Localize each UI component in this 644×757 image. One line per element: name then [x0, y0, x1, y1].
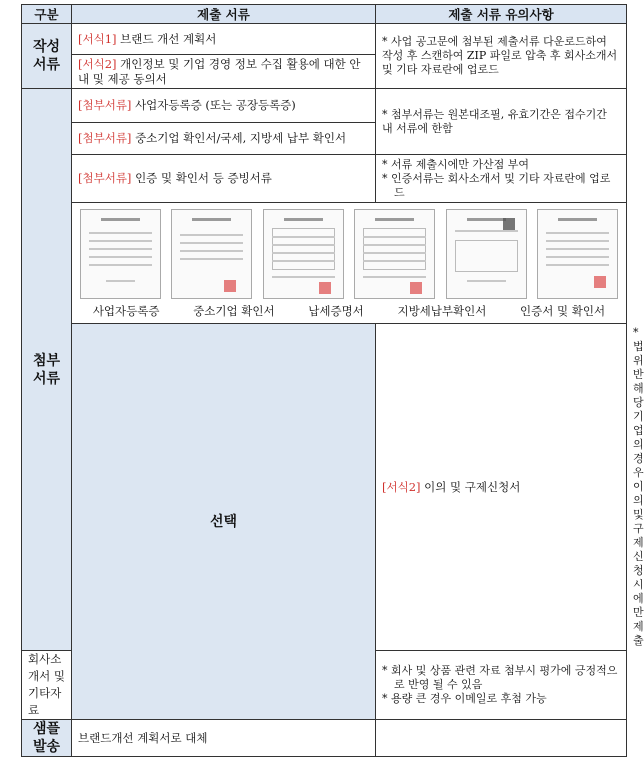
caption: 인증서 및 확인서	[520, 304, 606, 318]
doc-tag: [첨부서류]	[78, 131, 132, 145]
note-text: * 첨부서류는 원본대조필, 유효기간은 접수기간 내 서류에 한함	[382, 107, 607, 135]
category-write: 작성 서류	[22, 24, 72, 89]
caption: 사업자등록증	[92, 304, 160, 318]
note-text: * 법위반 해당기업의 경우 이의 및 구제 신청시에만 제출	[633, 326, 644, 647]
doc-text: 개인정보 및 기업 경영 정보 수집 활용에 대한 안내 및 제공 동의서	[78, 56, 361, 86]
caption: 지방세납부확인서	[397, 304, 487, 318]
note-write	[376, 24, 627, 89]
doc-objection	[376, 324, 627, 651]
doc-tag: [서식2]	[78, 56, 117, 71]
doc-tag: [첨부서류]	[78, 171, 132, 185]
note-attach-1	[376, 89, 627, 155]
doc-tag: [첨부서류]	[78, 98, 132, 112]
table-row	[22, 89, 627, 123]
table-header-row	[22, 5, 627, 24]
doc-text: 브랜드 개선 계획서	[116, 31, 217, 46]
tax-certificate-image	[263, 209, 344, 299]
doc-sme-certificate	[72, 123, 376, 155]
note-text: * 회사 및 상품 관련 자료 첨부시 평가에 긍정적으로 반영 될 수 있음	[382, 664, 618, 691]
doc-tag: [서식1]	[78, 31, 117, 46]
category-optional: 선택	[72, 324, 376, 720]
doc-text: 회사소개서 및 기타자료	[28, 652, 65, 717]
document-thumbnails	[72, 203, 626, 301]
header-category: 구분	[22, 5, 72, 24]
caption: 중소기업 확인서	[193, 304, 275, 318]
note-text: * 용량 큰 경우 이메일로 후첨 가능	[382, 692, 547, 705]
caption: 납세증명서	[308, 304, 364, 318]
table-row	[22, 324, 627, 651]
note-sample	[376, 720, 627, 757]
doc-text: 인증 및 확인서 등 증빙서류	[131, 171, 272, 185]
doc-text: 이의 및 구제신청서	[420, 479, 521, 494]
table-row	[22, 155, 627, 203]
certificate-image-2	[537, 209, 618, 299]
doc-sample	[72, 720, 376, 757]
table-row	[22, 203, 627, 324]
certificate-image-1	[446, 209, 527, 299]
doc-text: 브랜드개선 계획서로 대체	[78, 730, 208, 745]
doc-company-intro	[22, 651, 72, 720]
doc-business-registration	[72, 89, 376, 123]
note-text: * 사업 공고문에 첨부된 제출서류 다운로드하여 작성 후 스캔하여 ZIP 파일로 압축 후 회사소개서 및 기타 자료란에 업로드	[382, 35, 618, 76]
header-notes: 제출 서류 유의사항	[376, 5, 627, 24]
header-documents: 제출 서류	[72, 5, 376, 24]
sme-certificate-image	[171, 209, 252, 299]
local-tax-certificate-image	[354, 209, 435, 299]
document-samples	[72, 203, 627, 324]
submission-documents-table	[21, 4, 644, 757]
doc-text: 사업자등록증 (또는 공장등록증)	[131, 98, 296, 112]
note-attach-2	[376, 155, 627, 203]
doc-form2	[72, 55, 376, 89]
category-attach: 첨부 서류	[22, 89, 72, 651]
table-row	[22, 24, 627, 55]
thumbnail-captions	[72, 301, 626, 323]
doc-certification	[72, 155, 376, 203]
note-optional-2	[376, 651, 627, 720]
doc-text: 중소기업 확인서/국세, 지방세 납부 확인서	[131, 131, 347, 145]
table-row	[22, 720, 627, 757]
category-sample: 샘플 발송	[22, 720, 72, 757]
doc-form1	[72, 24, 376, 55]
note-text: * 인증서류는 회사소개서 및 기타 자료란에 업로드	[382, 171, 611, 199]
note-text: * 서류 제출시에만 가산점 부여	[382, 157, 529, 171]
doc-tag: [서식2]	[382, 479, 421, 494]
business-registration-image	[80, 209, 161, 299]
